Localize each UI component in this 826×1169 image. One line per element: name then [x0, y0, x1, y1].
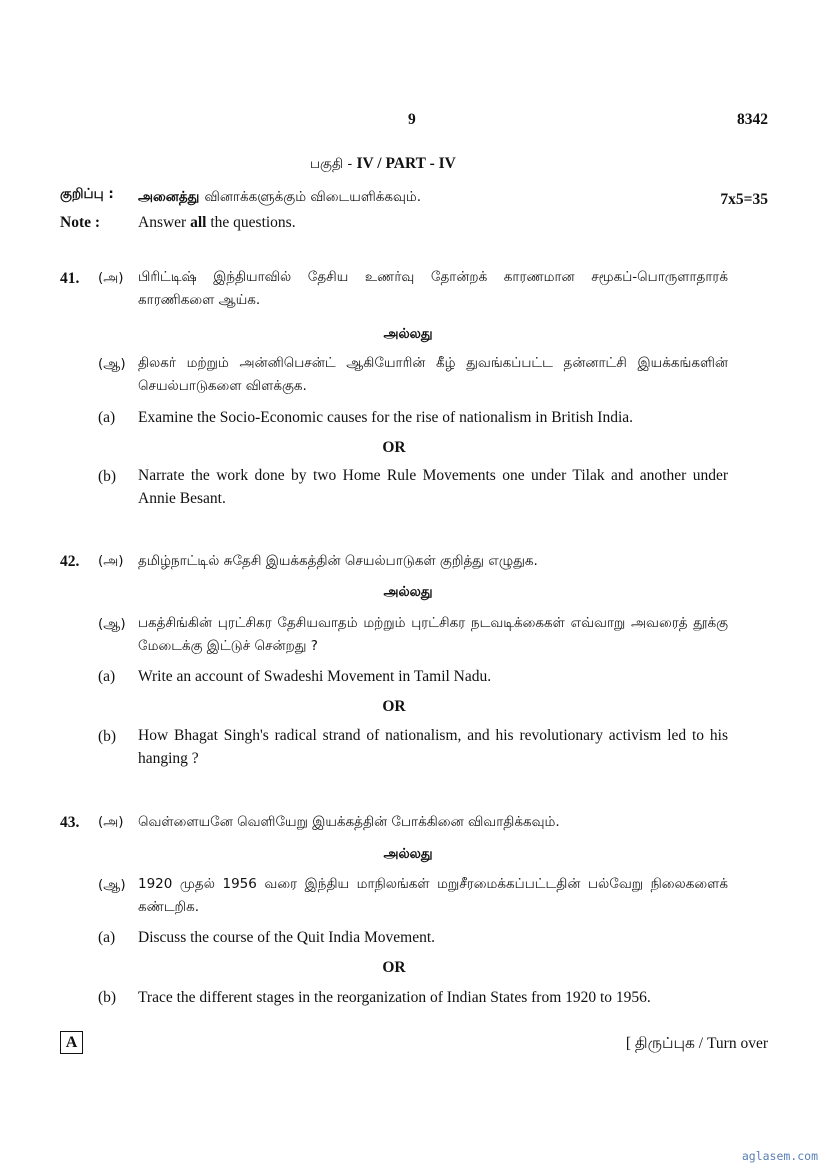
option-label: (ஆ) — [98, 616, 126, 632]
question-text-tamil-b: 1920 முதல் 1956 வரை இந்திய மாநிலங்கள் மறுசீரமைக்கப்பட்டதின் பல்வேறு நிலைகளைக் கண்டறிக. — [138, 876, 728, 915]
paper-code: 8342 — [737, 111, 768, 128]
option-label: (அ) — [98, 270, 124, 286]
or-separator-tamil: அல்லது — [383, 846, 433, 862]
question-text-english-a: Discuss the course of the Quit India Movement. — [138, 929, 436, 946]
note-english-label: Note : — [60, 214, 101, 231]
note-tamil-rest: வினாக்களுக்கும் விடையளிக்கவும். — [204, 189, 422, 205]
option-label: (a) — [98, 668, 116, 685]
marks-scheme: 7x5=35 — [720, 191, 768, 208]
question-text-english-b: How Bhagat Singh's radical strand of nationalism, and his revolutionary activism led to his hanging ? — [138, 727, 728, 767]
watermark: aglasem.com — [741, 1149, 818, 1163]
part-heading-tamil: பகுதி - — [310, 156, 357, 172]
option-label: (b) — [98, 468, 117, 485]
part-heading — [310, 153, 456, 174]
option-label: (ஆ) — [98, 356, 126, 372]
question-number: 42. — [60, 553, 80, 570]
series-box: A — [60, 1031, 83, 1054]
or-separator-tamil: அல்லது — [383, 326, 433, 342]
option-label: (ஆ) — [98, 877, 126, 893]
turn-over: [ திருப்புக / Turn over — [625, 1035, 768, 1052]
or-separator: OR — [382, 959, 406, 976]
note-english-post: the questions. — [206, 214, 296, 231]
question-text-english-a: Write an account of Swadeshi Movement in Tamil Nadu. — [138, 668, 492, 685]
note-tamil-bold: அனைத்து — [138, 189, 200, 205]
note-tamil-label: குறிப்பு : — [60, 186, 114, 202]
question-text-tamil-b: திலகர் மற்றும் அன்னிபெசன்ட் ஆகியோரின் கீழ் துவங்கப்பட்ட தன்னாட்சி இயக்கங்களின் செயல்பாடுகளை விளக்குக. — [138, 355, 728, 394]
or-separator: OR — [382, 698, 406, 715]
part-heading-english: IV / PART - IV — [356, 155, 456, 172]
question-number: 41. — [60, 270, 80, 287]
question-text-tamil-a: தமிழ்நாட்டில் சுதேசி இயக்கத்தின் செயல்பாடுகள் குறித்து எழுதுக. — [138, 553, 538, 569]
or-separator: OR — [382, 439, 406, 456]
option-label: (அ) — [98, 553, 124, 569]
option-label: (a) — [98, 929, 116, 946]
note-english-bold: all — [190, 214, 207, 231]
question-text-english-a: Examine the Socio-Economic causes for the rise of nationalism in British India. — [138, 409, 634, 426]
question-text-tamil-b: பகத்சிங்கின் புரட்சிகர தேசியவாதம் மற்றும் புரட்சிகர நடவடிக்கைகள் எவ்வாறு அவரைத் தூக்கு மேடைக்கு இட்டுச் சென்றது ? — [138, 615, 728, 654]
option-label: (b) — [98, 989, 117, 1006]
option-label: (அ) — [98, 814, 124, 830]
question-text-english-b: Trace the different stages in the reorganization of Indian States from 1920 to 1956. — [138, 989, 651, 1006]
question-text-tamil-a: வெள்ளையனே வெளியேறு இயக்கத்தின் போக்கினை விவாதிக்கவும். — [138, 814, 560, 830]
question-number: 43. — [60, 814, 80, 831]
option-label: (a) — [98, 409, 116, 426]
note-tamil — [138, 186, 421, 207]
note-english-pre: Answer — [138, 214, 191, 231]
page-number: 9 — [408, 111, 416, 128]
question-text-tamil-a: பிரிட்டிஷ் இந்தியாவில் தேசிய உணர்வு தோன்றக் காரணமான சமூகப்-பொருளாதாரக் காரணிகளை ஆய்க. — [138, 269, 728, 308]
question-text-english-b: Narrate the work done by two Home Rule Movements one under Tilak and another under Annie Besant. — [138, 467, 728, 507]
note-english — [138, 214, 296, 232]
or-separator-tamil: அல்லது — [383, 584, 433, 600]
option-label: (b) — [98, 728, 117, 745]
